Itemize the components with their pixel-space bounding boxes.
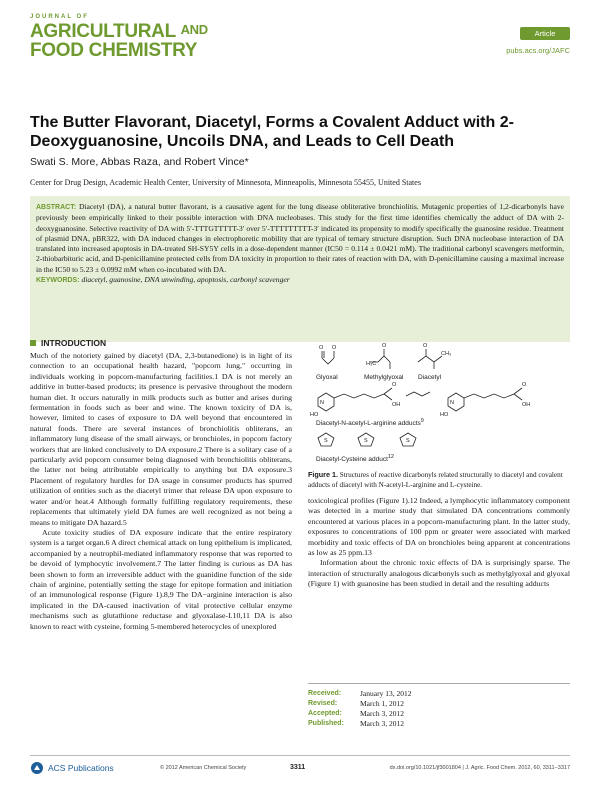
svg-text:O: O (319, 345, 324, 351)
svg-text:S: S (324, 438, 328, 444)
svg-text:N: N (450, 400, 454, 406)
date-revised: Revised: March 1, 2012 (308, 699, 404, 708)
svg-text:HO: HO (440, 412, 449, 418)
intro-paragraph-4: Information about the chronic toxic effects of DA is surprisingly sparse. The interaction of structurally analogous dicarbonyls such as methylglyoxal and glyoxal (Figure 1) with guanosine has been studied in detail and the resulting adducts (308, 558, 570, 589)
introduction-heading: INTRODUCTION (30, 338, 292, 348)
article-type-badge: Article (520, 27, 570, 40)
doi-citation[interactable]: dx.doi.org/10.1021/jf3001804 | J. Agric. Food Chem. 2012, 60, 3311−3317 (389, 765, 570, 771)
svg-text:OH: OH (392, 402, 401, 408)
methylglyoxal-label: Methylglyoxal (364, 374, 404, 381)
date-published: Published: March 3, 2012 (308, 719, 404, 728)
journal-logo-line2: FOOD CHEMISTRY (30, 40, 198, 61)
svg-text:S: S (364, 438, 368, 444)
date-accepted: Accepted: March 3, 2012 (308, 709, 404, 718)
cysteine-adduct-label: Diacetyl-Cysteine adduct$^{12}$ (316, 454, 394, 464)
diacetyl-label: Diacetyl (418, 374, 442, 381)
acs-logo-icon (30, 761, 44, 775)
svg-text:O: O (332, 345, 337, 351)
right-column (308, 338, 570, 590)
section-bullet-icon (30, 340, 36, 346)
journal-logo-line1: AGRICULTURAL AND (30, 21, 208, 42)
svg-text:S: S (406, 438, 410, 444)
figure-1-caption: Figure 1. Structures of reactive dicarbonyls related structurally to diacetyl and covalent adducts of diacetyl with N-acetyl-L-arginine and L-cysteine. (308, 470, 563, 489)
date-received: Received: January 13, 2012 (308, 689, 412, 698)
chemical-structures-diagram (308, 338, 570, 466)
intro-paragraph-1: Much of the notoriety gained by diacetyl (DA, 2,3-butanedione) is in light of its connection to an occupational health hazard, "popcorn lung," occurring in individuals working in popcorn-manufacturing facilities.1 DA is not merely an additive in butter-based products; its presence is pervasive throughout the modern human diet. It occurs naturally in milk products such as butter and arises during fermentation in foods such as beer and wine. The known toxicity of DA is, however, limited to cases of exposure to DA well beyond that encountered in natural foods. There are several instances of bronchiolitis obliterans, an inflammatory lung disease of the small airways, or bronchioles, in popcorn factory workers that are linked conclusively to DA exposure.2 There is a solitary case of a particularly avid popcorn consumer being diagnosed with bronchiolitis obliterans, the latter not being attributable empirically to anything but DA exposure.3 Placement of regulatory hurdles for DA usage in consumer products has spurred utilization of entities such as the diacetyl trimer that release DA upon exposure to water and/or heat.4 Although formally fulfilling regulatory requirements, these replacements that ultimately yield DA fumes are well recognized as not being a means to mitigate DA hazard.5 (30, 351, 292, 527)
svg-text:H₃C: H₃C (366, 361, 377, 367)
page-number: 3311 (290, 764, 306, 771)
journal-url-link[interactable]: pubs.acs.org/JAFC (506, 46, 570, 55)
svg-text:HO: HO (310, 412, 319, 418)
svg-text:N: N (320, 400, 324, 406)
svg-text:O: O (423, 343, 428, 349)
footer-divider (30, 755, 570, 756)
intro-paragraph-2: Acute toxicity studies of DA exposure indicate that the entire respiratory system is a target organ.6 A direct chemical attack on lung epithelium is implicated, accompanied by a neutrophil-mediated inflammatory response that was reported to be devoid of lymphocytic involvement.7 The latter finding is curious as DA has been shown to form an irreversible adduct with the guanidine function of the side chain of arginine, potentially setting the stage for epitope formation and initiation of an immunological response (Figure 1).8,9 The DA−arginine interaction is also implicated in the DA-caused inactivation of vital protective cellular enzyme mechanisms such as glutathione reductase and glyoxalase-I.10,11 DA is also known to react with cysteine, forming 5-membered heterocycles of unexplored (30, 527, 292, 631)
svg-text:O: O (522, 382, 527, 388)
abstract-label: ABSTRACT: (36, 204, 77, 211)
copyright-notice: © 2012 American Chemical Society (160, 765, 247, 771)
author-affiliation: Center for Drug Design, Academic Health Center, University of Minnesota, Minneapolis, Minnesota 55455, United States (30, 178, 421, 187)
publication-dates (308, 683, 570, 729)
acs-publications-logo: ACS Publications (30, 761, 114, 775)
svg-text:CH₃: CH₃ (441, 351, 452, 357)
svg-text:OH: OH (522, 402, 531, 408)
article-authors: Swati S. More, Abbas Raza, and Robert Vince* (30, 156, 249, 168)
figure-1 (308, 338, 570, 466)
svg-text:O: O (392, 382, 397, 388)
journal-logo (30, 14, 230, 84)
intro-paragraph-3: toxicological profiles (Figure 1).12 Indeed, a lymphocytic inflammatory component was detected in a murine study that simulated DA concentrations commonly encountered at various places in a popcorn-manufacturing plant. In the latter study, exposures to concentrations of 100 ppm or greater were associated with marked morbidity and toxic effects of DA on bronchioles being apparent at concentrations as low as 25 ppm.13 (308, 496, 570, 558)
abstract-text: Diacetyl (DA), a natural butter flavorant, is a causative agent for the lung disease obliterative bronchiolitis. Mutagenic properties of 1,2-dicarbonyls have previously been empirically linked to their possible interaction with DNA nucleobases. This study for the first time identifies chemically the adduct of DA with 2-deoxyguanosine. Selective reactivity of DA with 5′-TTTGTTTTT-3′ over 5′-TTTTTTTTT-3′ indicated its propensity to modify specifically the guanosine residue. Treatment of plasmid DNA, pBR322, with DA induced changes in electrophoretic mobility that are typical of ternary structure disruption. Such DNA nucleobase interaction of DA translated into increased apoptosis in DA-treated SH-SY5Y cells in a dose-dependent manner (IC50 = 0.114 ± 0.0421 mM). The traditional carbonyl scavengers metformin, 2-thiobarbituric acid, and D-penicillamine protected cells from DA toxicity in proportion to their rates of reaction with DA, with D-penicillamine causing a maximal increase in the IC50 to 5.23 ± 0.0992 mM when co-incubated with DA. (36, 202, 564, 274)
keywords-label: KEYWORDS: (36, 277, 80, 285)
article-title: The Butter Flavorant, Diacetyl, Forms a Covalent Adduct with 2-Deoxyguanosine, Uncoils DNA, and Leads to Cell Death (30, 114, 514, 150)
svg-text:O: O (382, 343, 387, 349)
arginine-adduct-label: Diacetyl-N-acetyl-L-arginine adducts$^9$ (316, 418, 424, 428)
journal-logo-small: JOURNAL OF (30, 14, 89, 20)
left-column (30, 338, 292, 632)
keywords-text: diacetyl, guanosine, DNA unwinding, apoptosis, carbonyl scavenger (81, 275, 290, 285)
abstract-box (30, 196, 570, 342)
glyoxal-label: Glyoxal (316, 374, 338, 381)
